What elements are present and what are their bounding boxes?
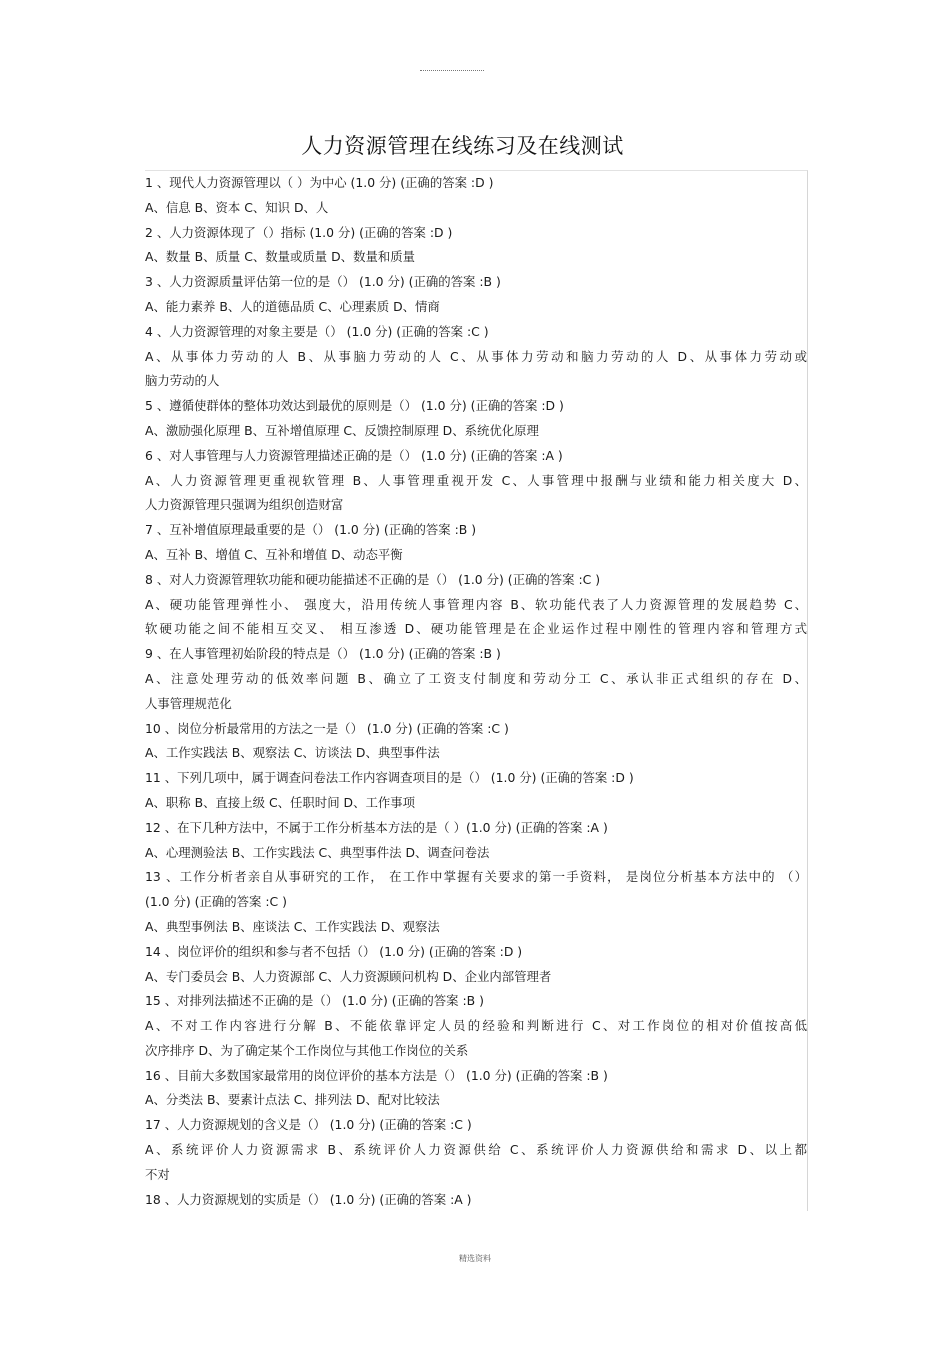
text-line: 1 、现代人力资源管理以（ ）为中心 (1.0 分) (正确的答案 :D )	[145, 175, 494, 190]
text-line: 8 、对人力资源管理软功能和硬功能描述不正确的是（） (1.0 分) (正确的答案 :C )	[145, 571, 601, 587]
text-line: 不对	[145, 1166, 170, 1182]
text-line: 脑力劳动的人	[145, 373, 220, 389]
text-line: A、信息 B、资本 C、知识 D、人	[145, 199, 329, 215]
question-list	[145, 170, 808, 1211]
text-line: A、从事体力劳动的人 B、从事脑力劳动的人 C、从事体力劳动和脑力劳动的人 D、从事体力劳动或	[145, 348, 807, 364]
text-line: A、心理测验法 B、工作实践法 C、典型事件法 D、调查问卷法	[145, 844, 490, 860]
text-line: 9 、在人事管理初始阶段的特点是（） (1.0 分) (正确的答案 :B )	[145, 646, 501, 662]
text-line: 11 、下列几项中，属于调查问卷法工作内容调查项目的是（） (1.0 分) (正确的答案 :D )	[145, 770, 634, 786]
text-line: A、职称 B、直接上级 C、任职时间 D、工作事项	[145, 794, 416, 810]
text-line: A、系统评价人力资源需求 B、系统评价人力资源供给 C、系统评价人力资源供给和需求 D、以上都	[145, 1142, 807, 1158]
text-line: 2 、人力资源体现了（）指标 (1.0 分) (正确的答案 :D )	[145, 224, 453, 240]
text-line: A、激励强化原理 B、互补增值原理 C、反馈控制原理 D、系统优化原理	[145, 422, 539, 438]
text-line: A、互补 B、增值 C、互补和增值 D、动态平衡	[145, 546, 403, 562]
text-line: A、注意处理劳动的低效率问题 B、确立了工资支付制度和劳动分工 C、承认非正式组织的存在 D、	[145, 670, 807, 686]
text-line: A、硬功能管理弹性小、 强度大，沿用传统人事管理内容 B、软功能代表了人力资源管理的发展趋势 C、	[145, 596, 807, 612]
text-line: 软硬功能之间不能相互交叉、 相互渗透 D、硬功能管理是在企业运作过程中刚性的管理内容和管理方式	[145, 621, 807, 637]
text-line: A、能力素养 B、人的道德品质 C、心理素质 D、情商	[145, 298, 440, 314]
page-footer: 精选资料	[459, 1254, 491, 1263]
text-line: 7 、互补增值原理最重要的是（） (1.0 分) (正确的答案 :B )	[145, 522, 477, 538]
text-line: A、工作实践法 B、观察法 C、访谈法 D、典型事件法	[145, 745, 440, 761]
text-line: A、不对工作内容进行分解 B、不能依靠评定人员的经验和判断进行 C、对工作岗位的相对价值按高低	[145, 1018, 807, 1034]
text-line: 14 、岗位评价的组织和参与者不包括（） (1.0 分) (正确的答案 :D )	[145, 943, 523, 959]
text-line: 15 、对排列法描述不正确的是（） (1.0 分) (正确的答案 :B )	[145, 993, 484, 1009]
text-line: A、专门委员会 B、人力资源部 C、人力资源顾问机构 D、企业内部管理者	[145, 968, 552, 984]
text-line: 5 、遵循使群体的整体功效达到最优的原则是（） (1.0 分) (正确的答案 :D )	[145, 398, 564, 414]
text-line: 4 、人力资源管理的对象主要是（） (1.0 分) (正确的答案 :C )	[145, 323, 489, 339]
text-line: (1.0 分) (正确的答案 :C )	[145, 894, 287, 910]
text-line: 3 、人力资源质量评估第一位的是（） (1.0 分) (正确的答案 :B )	[145, 274, 501, 290]
text-line: 18 、人力资源规划的实质是（） (1.0 分) (正确的答案 :A )	[145, 1191, 472, 1207]
text-line: 6 、对人事管理与人力资源管理描述正确的是（） (1.0 分) (正确的答案 :A )	[145, 447, 563, 463]
text-line: 16 、目前大多数国家最常用的岗位评价的基本方法是（） (1.0 分) (正确的答案 :B )	[145, 1067, 608, 1083]
text-line: A、数量 B、质量 C、数量或质量 D、数量和质量	[145, 249, 416, 265]
text-line: A、人力资源管理更重视软管理 B、人事管理重视开发 C、人事管理中报酬与业绩和能力相关度大 D、	[145, 472, 807, 488]
document-title: 人力资源管理在线练习及在线测试	[301, 134, 624, 158]
text-line: A、典型事例法 B、座谈法 C、工作实践法 D、观察法	[145, 918, 440, 934]
text-line: 17 、人力资源规划的含义是（） (1.0 分) (正确的答案 :C )	[145, 1117, 472, 1133]
header-dotted-rule	[420, 70, 484, 71]
text-line: 次序排序 D、为了确定某个工作岗位与其他工作岗位的关系	[145, 1042, 469, 1058]
text-line: 12 、在下几种方法中，不属于工作分析基本方法的是（ ）(1.0 分) (正确的答案 :A )	[145, 819, 608, 835]
text-line: A、分类法 B、要素计点法 C、排列法 D、配对比较法	[145, 1092, 440, 1108]
text-line: 13 、工作分析者亲自从事研究的工作， 在工作中掌握有关要求的第一手资料， 是岗位分析基本方法中的 （）	[145, 869, 807, 885]
text-line: 人力资源管理只强调为组织创造财富	[145, 497, 344, 513]
text-line: 人事管理规范化	[145, 695, 232, 711]
text-line: 10 、岗位分析最常用的方法之一是（） (1.0 分) (正确的答案 :C )	[145, 720, 509, 736]
